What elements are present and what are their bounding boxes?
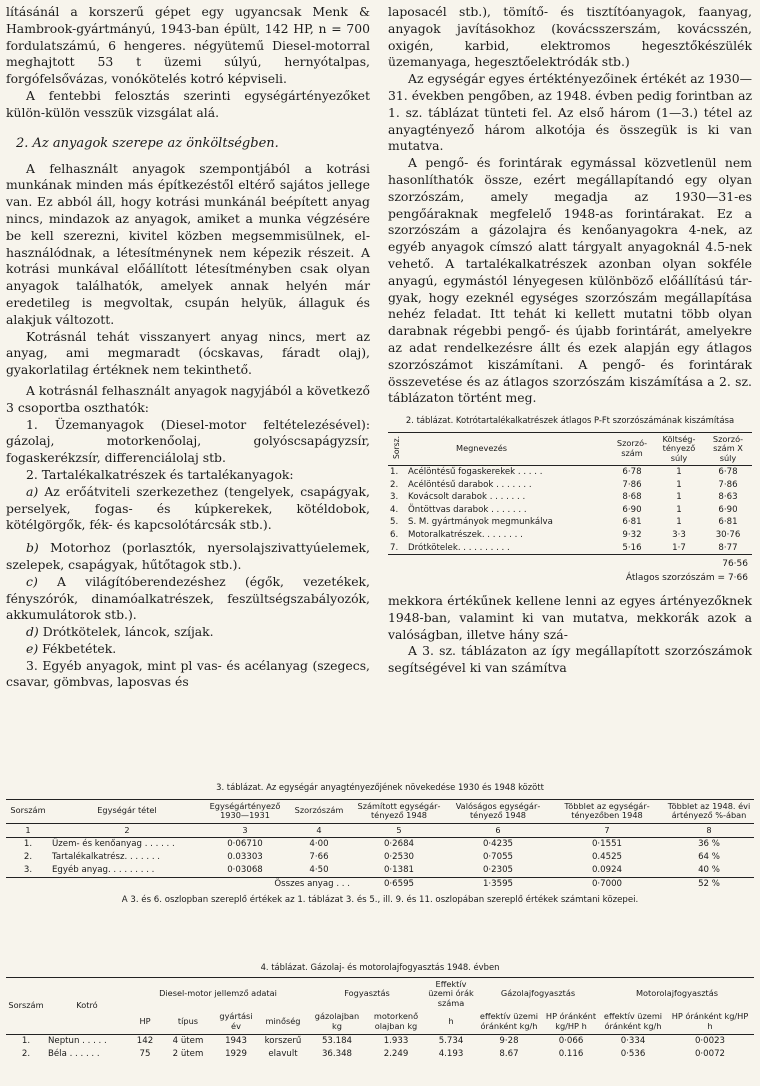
table-cell: 40 %	[698, 865, 720, 876]
table4-caption: 4. táblázat. Gázolaj- és motorolajfogyasztás 1948. évben	[260, 962, 500, 972]
list-marker: b)	[26, 540, 39, 556]
table-cell: 0·2530	[383, 852, 415, 863]
table-cell: S. M. gyártmányok megmunkálva	[408, 517, 553, 528]
table-header: HP	[139, 1016, 151, 1027]
paragraph: A felhasznált anyagok szempontjából a kotrási munkának minden más építkezéstől eltérő sajátos jellege van. Ez abból áll, hogy kotrási munkánál beépített anyag nincs, mindazok az anyagok, amiket a munka végzésére be kell szerezni, kivitel közben megsemmisülnek, elhasználódnak, a létesítménynek nem képezik részeit. A kotrási munkával előállított létesítményben csak olyan anyagok találhatók, amelyek annak helyén már eredetileg is megvoltak, csupán helyük, állaguk és alakjuk változott.	[6, 160, 370, 327]
table-cell: 3·3	[672, 529, 686, 540]
table-cell: 1929	[225, 1048, 247, 1059]
table-cell: 8·63	[718, 492, 738, 503]
table-cell: 1.	[21, 1035, 31, 1046]
table-cell: 2.249	[383, 1048, 409, 1059]
table-row	[388, 491, 752, 504]
table-cell: 5.734	[438, 1035, 464, 1046]
table-cell: 0·066	[558, 1035, 584, 1046]
table-cell: 9·32	[622, 529, 642, 540]
table4	[6, 977, 754, 1061]
list-marker: a)	[26, 483, 39, 499]
table-cell: Acélöntésű darabok . . . . . . .	[408, 479, 532, 490]
table-cell: 0·4235	[482, 839, 514, 850]
table-cell: 6.	[390, 529, 399, 540]
table-header: gázolajban kg	[314, 1011, 360, 1031]
paragraph: Kotrásnál tehát visszanyert anyag nincs, mert az anyag, ami megmaradt (ócskavas, fáradt olaj), gyakorlatilag értéknek nem tekinthető.	[6, 328, 370, 378]
column-number: 1	[25, 824, 31, 835]
table3-block	[6, 782, 754, 905]
table-cell: 1	[676, 479, 682, 490]
table-cell: 6·90	[622, 504, 642, 515]
table-cell: Összes anyag . . .	[274, 879, 350, 890]
table-header: Sorsz.	[392, 436, 402, 460]
list-text: Drótkötelek, láncok, szíjak.	[38, 624, 214, 640]
table-header: effektív üzemi óránként kg/h	[479, 1011, 539, 1031]
table-cell: 0·06710	[227, 839, 263, 850]
paragraph: mekkora értékűnek kellene lenni az egyes ártényezőknek 1948-ban, valamint ki van mutatva, mekkorák azok a valóságban, illetve hány szá-	[388, 593, 752, 642]
table-header: Sorszám	[8, 999, 44, 1010]
list-item	[6, 484, 370, 534]
column-number: 5	[396, 824, 402, 835]
table-cell: 0.4525	[591, 852, 623, 863]
table-cell: 0.03303	[227, 852, 263, 863]
table-cell: 2 ütem	[172, 1048, 204, 1059]
table-header: Valóságos egységártényező 1948	[455, 800, 541, 821]
table-row	[388, 529, 752, 542]
column-number: 8	[706, 824, 712, 835]
table-cell: 0·0072	[694, 1048, 726, 1059]
table-cell: 0·2305	[482, 865, 514, 876]
table-cell: 1	[676, 492, 682, 503]
list-text: Fékbetétek.	[38, 640, 117, 656]
table-cell: 4·00	[309, 839, 329, 850]
table-cell: 0·1381	[383, 865, 415, 876]
table-cell: 8·77	[718, 542, 738, 553]
table-row	[388, 479, 752, 492]
paragraph: A kotrásnál felhasznált anyagok nagyjából a következő 3 csoportba oszthatók:	[6, 382, 371, 415]
table-header: Sorszám	[10, 805, 46, 816]
paragraph: A pengő- és forintárak egymással közvetlenül nem hasonlíthatók össze, ezért megállapítandó egy olyan szorzószám, amely megadja az 1930—31-es pengőáraknak megfelelő 1948-as forintárakat. Ez a szorzószám a gázolajra és kenőanyagokra 4-nek, az egyéb anyagok címszó alatt tárgyalt anyagoknál 4.5-nek vehető. A tartalékalkatrészek azonban olyan sokféle anyagú, egymástól lényegesen különböző előállítású tárgyak, hogy ezeknél egységes szorzószám megállapítása nehéz feladat. Itt tehát ki kellett mutatni több olyan darabnak régebbi pengő- és újabb forintárát, amelyekre az adat rendelkezésre állt és ezek alapján egy átlagos szorzószámot kiszámítani. A pengő- és forintárak összevetése és az átlagos szorzószám kiszámítása a 2. sz. táblázaton történt meg.	[388, 155, 752, 406]
table-group-header: Fogyasztás	[344, 988, 390, 999]
table-cell: 7·86	[718, 479, 738, 490]
table-row	[388, 504, 752, 517]
table-cell: 1	[676, 466, 682, 477]
table-cell: 1943	[225, 1035, 247, 1046]
table-cell: korszerű	[264, 1035, 302, 1046]
table-group-header: Gázolajfogyasztás	[500, 988, 576, 999]
list-marker: d)	[26, 624, 39, 640]
table-cell: 0·0023	[694, 1035, 726, 1046]
table-cell: Egyéb anyag. . . . . . . . .	[52, 865, 155, 876]
table-header: Egységár tétel	[97, 805, 157, 816]
table-cell: 1·7	[672, 542, 686, 553]
table-cell: 2.	[390, 479, 399, 490]
table-cell: 75	[139, 1048, 151, 1059]
table-header: Kotró	[76, 999, 98, 1010]
table-cell: 8.67	[499, 1048, 519, 1059]
table-total-row	[6, 878, 754, 892]
table-cell: elavult	[268, 1048, 298, 1059]
list-marker: e)	[26, 640, 39, 656]
table2-average: Átlagos szorzószám = 7·66	[625, 573, 748, 584]
table-cell: 0·6595	[383, 879, 415, 890]
table-cell: 36.348	[321, 1048, 353, 1059]
list-text: Az erőátviteli szerkezethez (tengelyek, csapágyak, perselyek, fogas- és kúpkerekek, kötéldobok, kötélgörgők, fék- és kapcsolótárcsák stb.).	[6, 483, 370, 533]
column-number: 2	[124, 824, 130, 835]
table3-caption: 3. táblázat. Az egységár anyagtényezőjének növekedése 1930 és 1948 között	[216, 782, 544, 792]
table-cell: Motoralkatrészek. . . . . . . .	[408, 529, 523, 540]
table-cell: 0.116	[558, 1048, 584, 1059]
table-cell: Neptun . . . . .	[48, 1035, 107, 1046]
table-cell: 1.	[390, 466, 399, 477]
paragraph: A 3. sz. táblázaton az így megállapított szorzószámok segítségével ki van számítva	[388, 643, 752, 676]
table-row	[6, 1048, 754, 1061]
table-row	[388, 516, 752, 529]
table-header: típus	[177, 1016, 199, 1027]
table-row	[6, 838, 754, 852]
table-cell: 7·86	[622, 479, 642, 490]
table-cell: Öntöttvas darabok . . . . . . .	[408, 504, 527, 515]
table-cell: 64 %	[698, 852, 720, 863]
paragraph: Az egységár egyes értéktényezőinek értékét az 1930—31. években pengőben, az 1948. évben pedig forintban az 1. sz. táblázat tünteti fel. Az első három (1—3.) tétel az anyagtényező három alkotója és összegük is ki van mutatva.	[388, 71, 752, 154]
table-cell: 5·16	[622, 542, 642, 553]
table-group-header: Motorolajfogyasztás	[635, 988, 719, 999]
table-cell: 52 %	[698, 879, 720, 890]
table4-block	[6, 962, 754, 1061]
table-cell: 6·90	[718, 504, 738, 515]
table-cell: 6·78	[718, 466, 738, 477]
paragraph: 3. Egyéb anyagok, mint pl vas- és acélanyag (szegecs, csavar, gömbvas, laposvas és	[6, 657, 370, 690]
table-cell: 8·68	[622, 492, 642, 503]
table-cell: 0·536	[620, 1048, 646, 1059]
table-cell: 3.	[23, 865, 33, 876]
table-cell: 4·50	[309, 865, 329, 876]
column-number: 3	[242, 824, 248, 835]
left-column	[6, 4, 370, 691]
table-row	[6, 864, 754, 878]
table2-caption: 2. táblázat. Kotrótartalékalkatrészek átlagos P-Ft szorzószámának kiszámítása	[405, 415, 735, 426]
table-cell: 53.184	[321, 1035, 353, 1046]
table-row	[388, 465, 752, 478]
column-number: 4	[316, 824, 322, 835]
table-header: minőség	[265, 1016, 301, 1027]
list-item	[6, 624, 370, 641]
table-cell: 0·334	[620, 1035, 646, 1046]
paragraph: laposacél stb.), tömítő- és tisztítóanyagok, faanyag, anyagok javításokhoz (kovácsszerszám, kovácsszén, oxigén, karbid, elektromos hegesztőkészülék üzemanyaga, hegesztőelektródák stb.)	[388, 4, 752, 70]
table-cell: 4.193	[438, 1048, 464, 1059]
table-cell: 3.	[390, 492, 399, 503]
table-cell: Acélöntésű fogaskerekek . . . . .	[408, 466, 543, 477]
list-item	[6, 641, 370, 658]
paragraph: 1. Üzemanyagok (Diesel-motor feltételezésével): gázolaj, motorkenőolaj, golyóscsapágyzsír, fogaskerékzsír, differenciálolaj stb.	[6, 416, 370, 466]
table-group-header: Effektív üzemi órák száma	[428, 978, 474, 1008]
table-header: Többlet az egységártényezőben 1948	[564, 800, 650, 821]
table2-sum: 76·56	[722, 559, 748, 570]
table-row	[388, 542, 752, 555]
table-cell: 1	[676, 517, 682, 528]
table-cell: 0.0924	[591, 865, 623, 876]
table-header: effektív üzemi óránként kg/h	[603, 1011, 663, 1031]
table-row	[6, 851, 754, 864]
table-header: Költségtényező súly	[662, 433, 696, 463]
table-cell: 6·81	[718, 517, 738, 528]
table-cell: 2.	[23, 852, 33, 863]
table-header: Többlet az 1948. évi ártényező %-ában	[667, 800, 751, 821]
table-header: HP óránként kg/HP h	[545, 1011, 597, 1031]
table-cell: 30·76	[715, 529, 741, 540]
table-cell: 1.933	[383, 1035, 409, 1046]
table-header: Szorzószám X súly	[712, 433, 744, 463]
table-cell: Tartalékalkatrész. . . . . . .	[52, 852, 161, 863]
table-header: Szorzószám	[616, 438, 648, 458]
table-header: Egységártényező 1930—1931	[209, 800, 281, 821]
table-header: Megnevezés	[456, 443, 508, 454]
table-header: Számított egységártényező 1948	[357, 800, 441, 821]
table-cell: 0·7000	[591, 879, 623, 890]
list-item	[6, 540, 370, 574]
table-header: HP óránként kg/HP h	[671, 1011, 749, 1031]
table-cell: 0·2684	[383, 839, 415, 850]
paragraph: 2. Tartalékalkatrészek és tartalékanyagok:	[26, 466, 294, 482]
table-row	[6, 1034, 754, 1048]
list-text: Motorhoz (porlasztók, nyersolajszivattyúelemek, szelepek, csapágyak, hűtőtagok stb.).	[6, 540, 370, 572]
table3-footnote: A 3. és 6. oszlopban szereplő értékek az 1. táblázat 3. és 5., ill. 9. és 11. oszlopában szereplő értékek számtani közepei.	[121, 895, 639, 906]
table-cell: 0·03068	[227, 865, 263, 876]
table-cell: Kovácsolt darabok . . . . . . .	[408, 492, 526, 503]
table-cell: 4 ütem	[172, 1035, 204, 1046]
table-header: Szorzószám	[294, 805, 344, 816]
table-cell: 1	[676, 504, 682, 515]
table2	[388, 432, 752, 555]
table-cell: Üzem- és kenőanyag . . . . . .	[52, 839, 175, 850]
table-cell: Béla . . . . . .	[48, 1048, 100, 1059]
list-text: A világítóberendezéshez (égők, vezetékek, fényszórók, dinamóalkatrészek, feszültségszabályozók, akkumulátorok stb.).	[6, 573, 370, 623]
section-heading: 2. Az anyagok szerepe az önköltségben.	[16, 135, 279, 151]
column-number: 7	[604, 824, 610, 835]
table-header: h	[448, 1016, 454, 1027]
paragraph: lításánál a korszerű gépet egy ugyancsak Menk & Hambrook-gyártmányú, 1943-ban épült, 142 HP, n = 700 fordulatszámú, 6 hengeres. négyütemű Diesel-motorral meghajtott 53 t üzemi súlyú, hernyótalpas, forgófelsővázas, vonókötelés kotró képviseli.	[6, 4, 370, 87]
table-cell: 36 %	[698, 839, 720, 850]
table-group-header: Diesel-motor jellemző adatai	[159, 988, 277, 999]
table-cell: 1·3595	[482, 879, 514, 890]
table-cell: 0·7055	[482, 852, 514, 863]
table-cell: 0·1551	[591, 839, 623, 850]
table-cell: 6·81	[622, 517, 642, 528]
table-cell: 6·78	[622, 466, 642, 477]
table-cell: 7·66	[309, 852, 329, 863]
list-marker: c)	[26, 573, 38, 589]
table-cell: 7.	[390, 542, 399, 553]
right-column	[388, 4, 752, 677]
paragraph: A fentebbi felosztás szerinti egységártényezőket külön-külön vesszük vizsgálat alá.	[6, 87, 370, 120]
table-cell: 1.	[23, 839, 33, 850]
table-cell: 5.	[390, 517, 399, 528]
column-number: 6	[495, 824, 501, 835]
table-cell: 2.	[21, 1048, 31, 1059]
table-cell: 142	[136, 1035, 154, 1046]
table3	[6, 799, 754, 892]
list-item	[6, 574, 370, 624]
table-cell: 4.	[390, 504, 399, 515]
table-header: motorkenő olajban kg	[373, 1011, 419, 1031]
table-cell: Drótkötelek. . . . . . . . . .	[408, 542, 510, 553]
table-cell: 9·28	[499, 1035, 519, 1046]
table-header: gyártási év	[219, 1011, 253, 1031]
